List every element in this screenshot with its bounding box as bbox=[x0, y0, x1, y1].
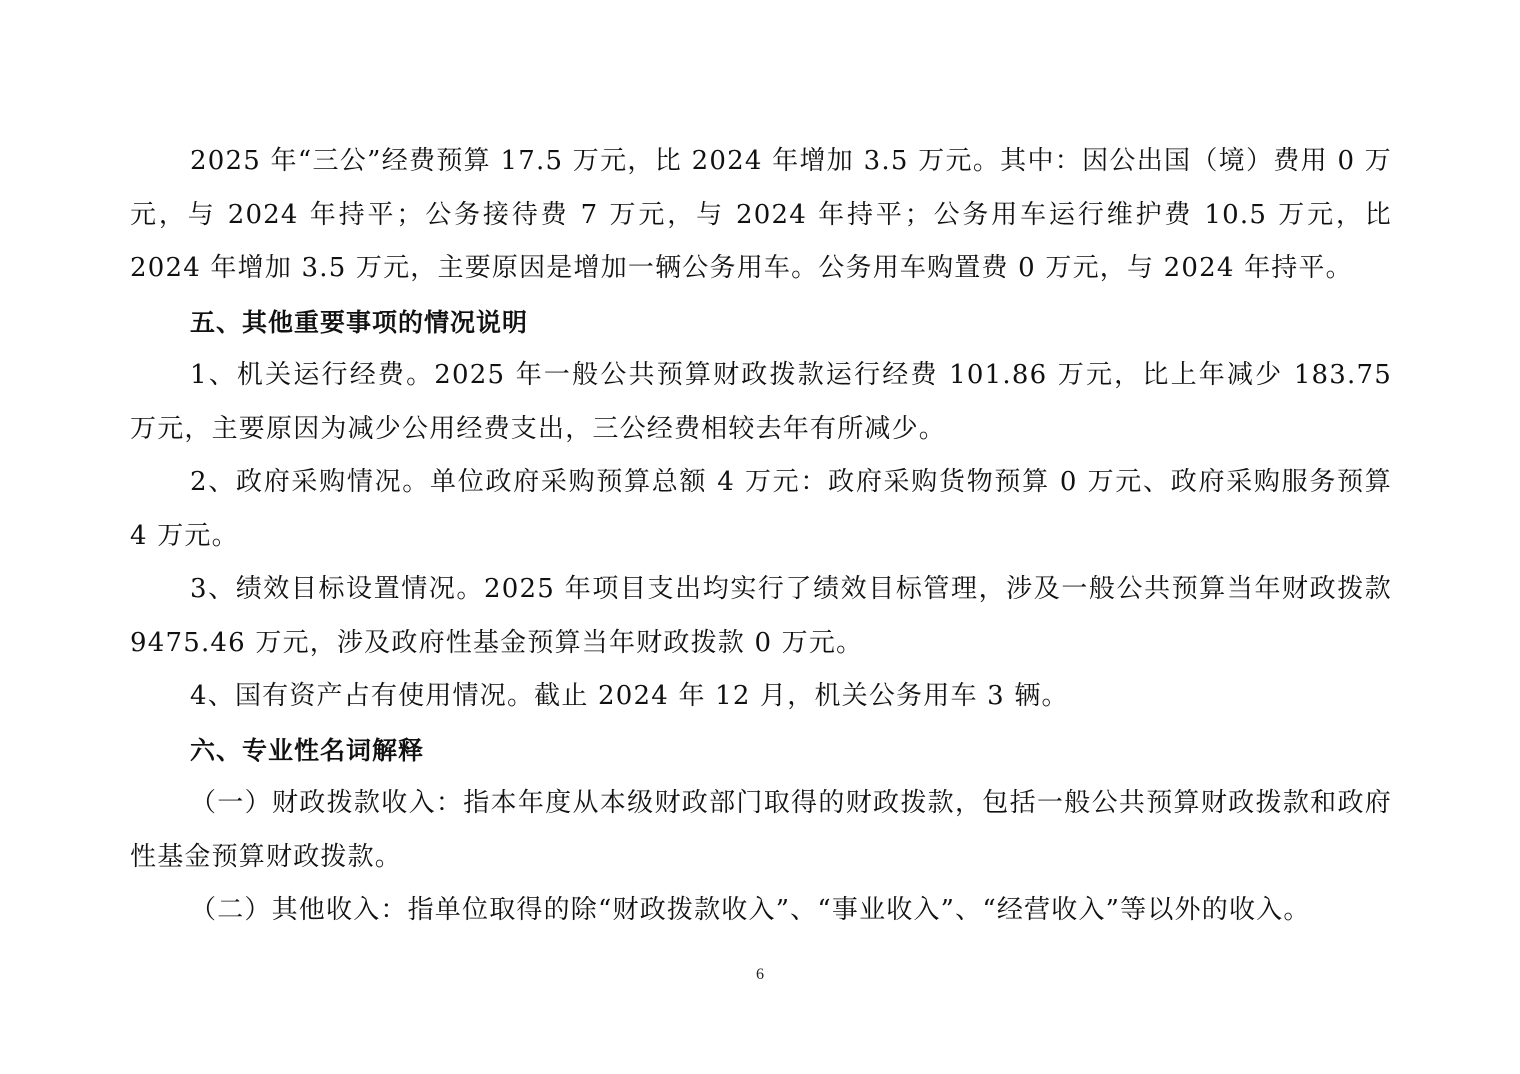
paragraph-other-income: （二）其他收入：指单位取得的除“财政拨款收入”、“事业收入”、“经营收入”等以外的收入。 bbox=[190, 895, 1311, 925]
paragraph-performance-targets: 3、绩效目标设置情况。2025 年项目支出均实行了绩效目标管理，涉及一般公共预算当年财政拨款 9475.46 万元，涉及政府性基金预算当年财政拨款 0 万元。 bbox=[130, 574, 1392, 658]
document-body bbox=[130, 135, 1392, 938]
paragraph-fiscal-allocation-income: （一）财政拨款收入：指本年度从本级财政部门取得的财政拨款，包括一般公共预算财政拨款和政府性基金预算财政拨款。 bbox=[130, 788, 1392, 872]
paragraph-state-assets: 4、国有资产占有使用情况。截止 2024 年 12 月，机关公务用车 3 辆。 bbox=[190, 681, 1069, 711]
section-heading-other-matters: 五、其他重要事项的情况说明 bbox=[190, 307, 529, 337]
paragraph-three-public-expenses: 2025 年“三公”经费预算 17.5 万元，比 2024 年增加 3.5 万元。其中：因公出国（境）费用 0 万元，与 2024 年持平；公务接待费 7 万元，与 2024 年持平；公务用车运行维护费 10.5 万元，比 2024 年增加 3.5 万元，主要原因是增加一辆公务用车。公务用车购置费 0 万元，与 2024 年持平。 bbox=[130, 146, 1392, 283]
paragraph-operating-expenses: 1、机关运行经费。2025 年一般公共预算财政拨款运行经费 101.86 万元，比上年减少 183.75 万元，主要原因为减少公用经费支出，三公经费相较去年有所减少。 bbox=[130, 360, 1392, 444]
paragraph-government-procurement: 2、政府采购情况。单位政府采购预算总额 4 万元：政府采购货物预算 0 万元、政府采购服务预算 4 万元。 bbox=[130, 467, 1392, 551]
page-number: 6 bbox=[756, 966, 764, 983]
section-heading-terminology: 六、专业性名词解释 bbox=[190, 735, 425, 765]
